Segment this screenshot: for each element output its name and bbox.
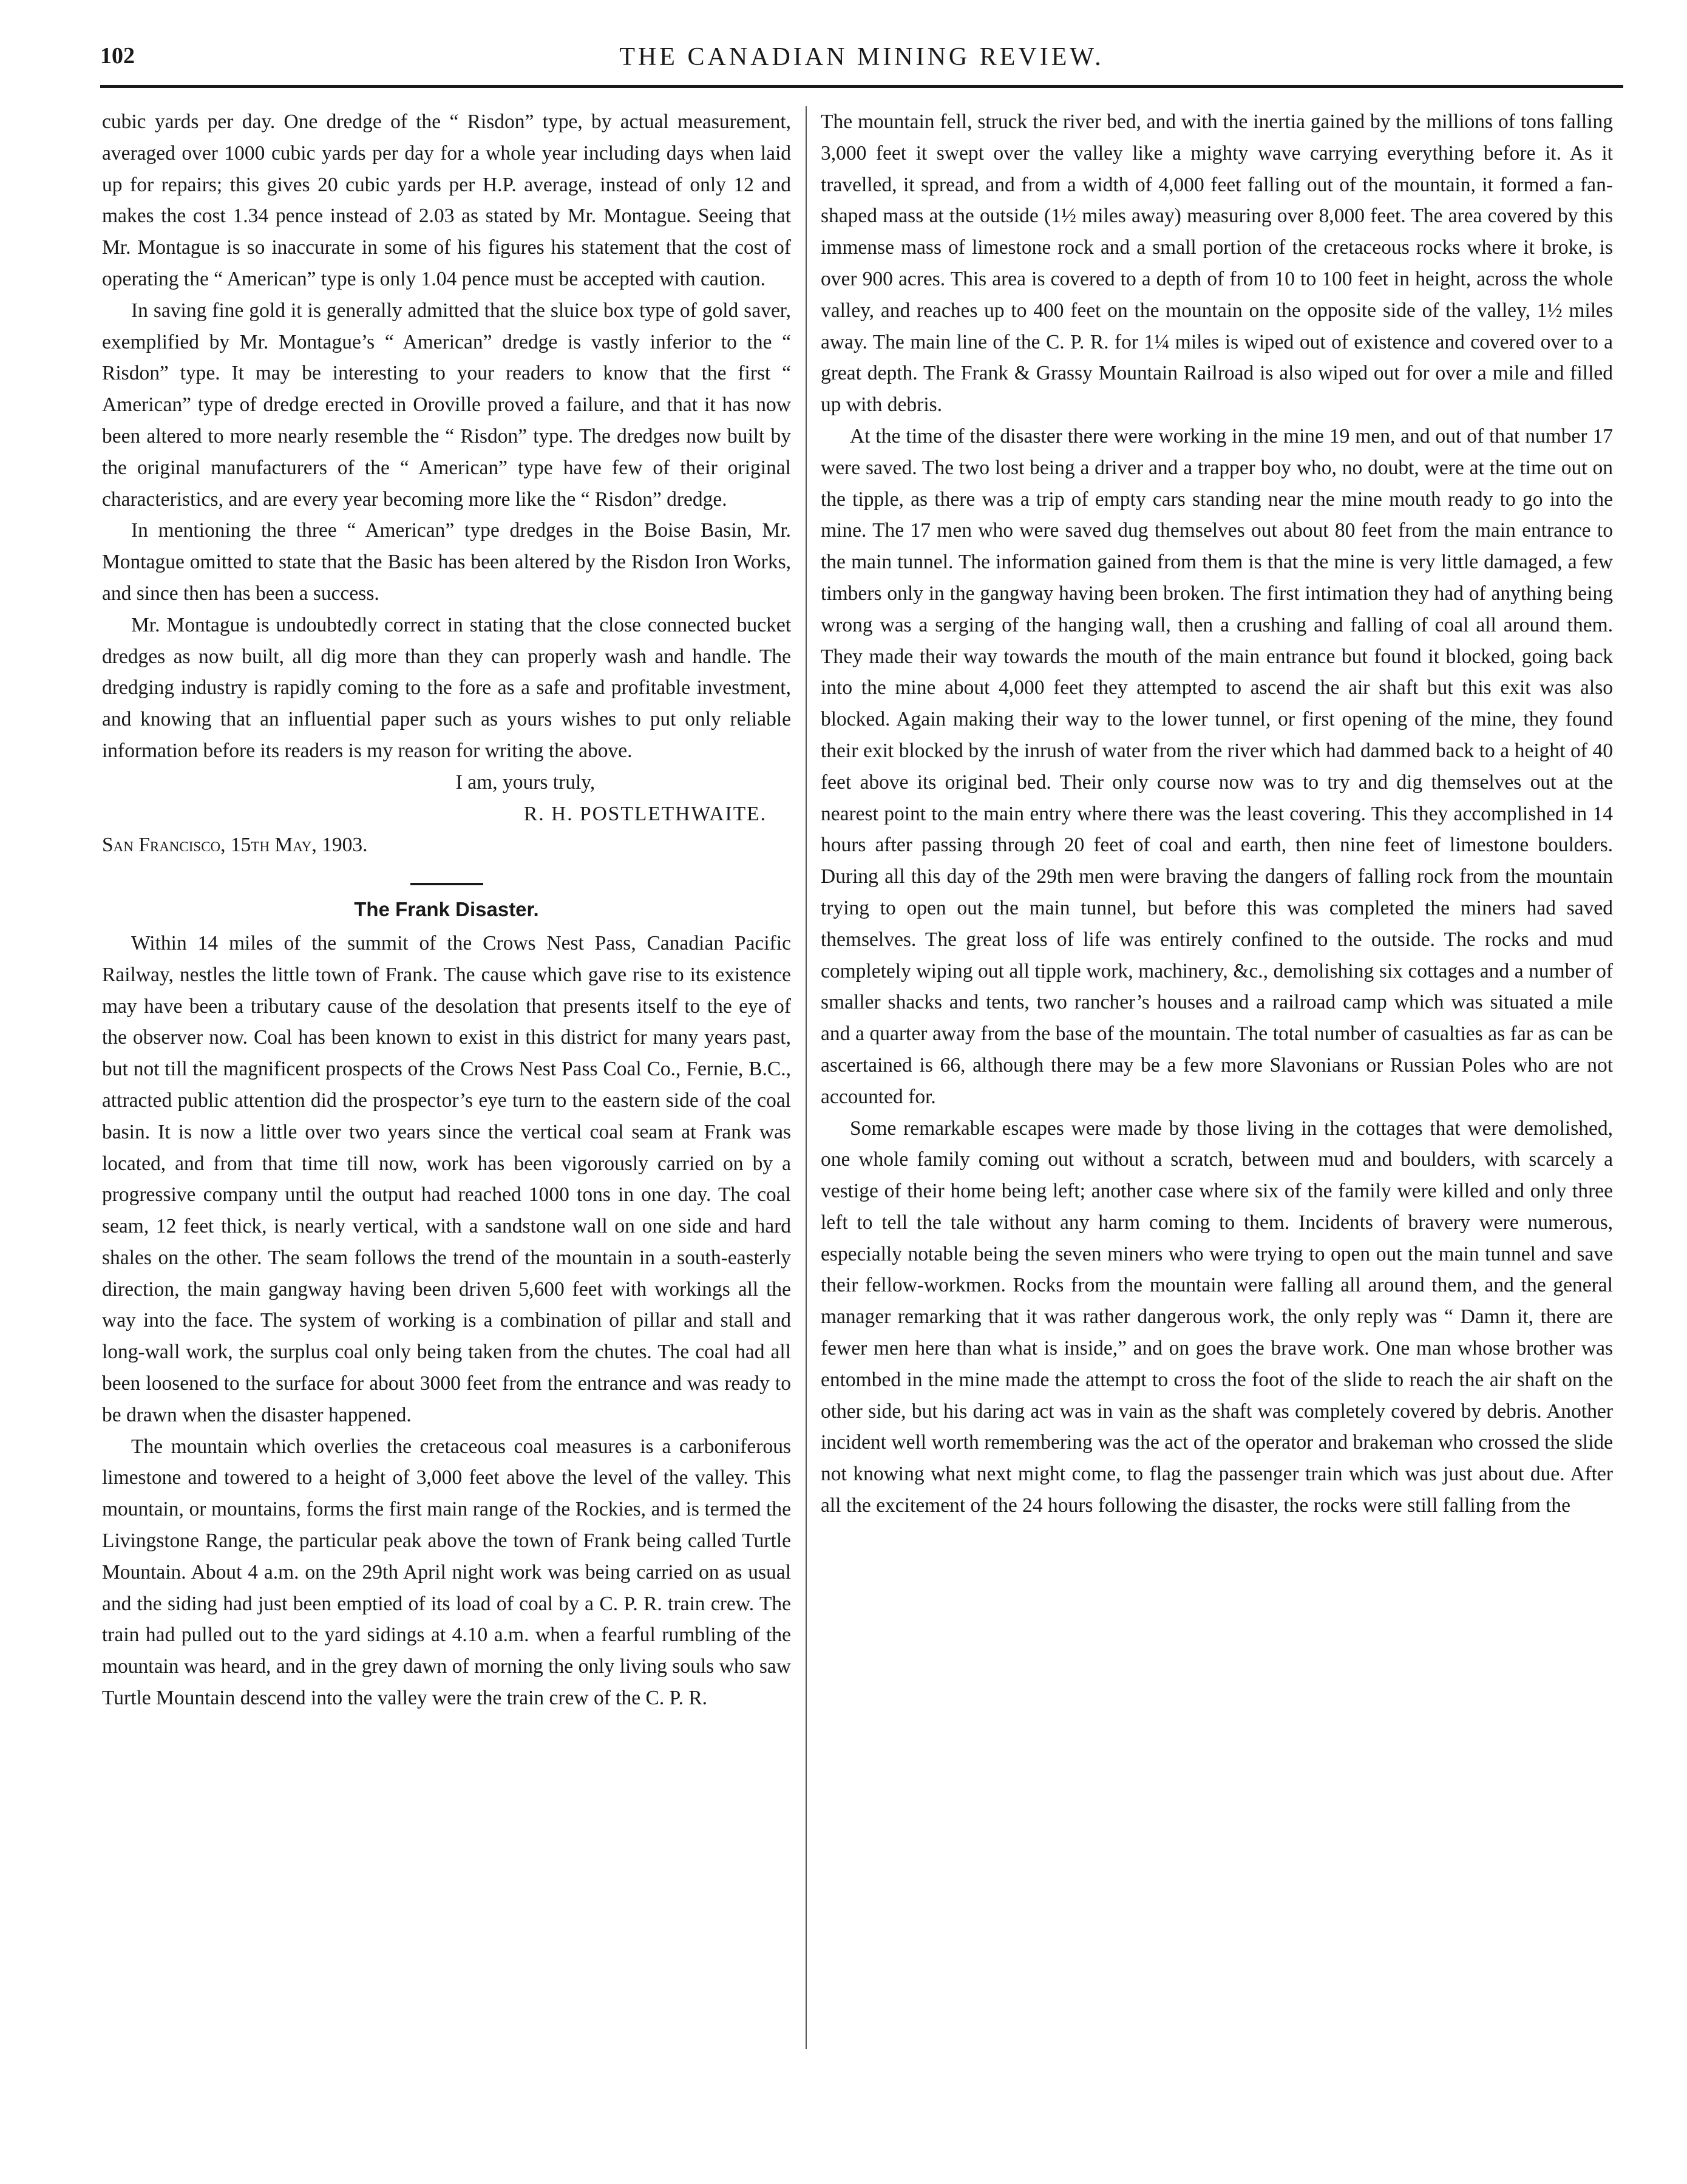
letter-paragraph: cubic yards per day. One dredge of the “ Risdon” type, by actual measurement, averaged over 1000 cubic yards per day for a whole year including days when laid up for repairs; this gives 20 cubic yards per H.P. average, instead of only 12 and makes the cost 1.34 pence instead of 2.03 as stated by Mr. Montague. Seeing that Mr. Montague is so inaccurate in some of his figures his statement that the cost of operating the “ American” type is only 1.04 pence must be accepted with caution. xyxy=(102,111,791,290)
letter-paragraph: Mr. Montague is undoubtedly correct in stating that the close connected bucket dredges as now built, all dig more than they can properly wash and handle. The dredging industry is rapidly coming to the fore as a safe and profitable investment, and knowing that an influential paper such as yours wishes to put only reliable information before its readers is my reason for writing the above. xyxy=(102,613,791,762)
header-rule xyxy=(100,85,1623,88)
letter-paragraph: In saving fine gold it is generally admitted that the sluice box type of gold saver, exemplified by Mr. Montague’s “ American” dredge is vastly inferior to the “ Risdon” type. It may be interesting to your readers to know that the first “ American” type of dredge erected in Oroville proved a failure, and that it has now been altered to more nearly resemble the “ Risdon” type. The dredges now built by the original manufacturers of the “ American” type have few of their original characteristics, and are every year becoming more like the “ Risdon” dredge. xyxy=(102,299,791,511)
article-paragraph: Some remarkable escapes were made by those living in the cottages that were demolished, one whole family coming out without a scratch, between mud and boulders, with scarcely a vestige of their home being left; another case where six of the family were killed and only three left to tell the tale without any harm coming to them. Incidents of bravery were numerous, especially notable being the seven miners who were trying to open out the main tunnel and save their fellow-workmen. Rocks from the mountain were falling all around them, and the general manager remarking that it was rather dangerous work, the only reply was “ Damn it, there are fewer men here than what is inside,” and on goes the brave work. One man whose brother was entombed in the mine made the attempt to cross the foot of the slide to reach the air shaft on the other side, but his daring act was in vain as the shaft was completely covered by debris. Another incident well worth remembering was the act of the operator and brakeman who crossed the slide not knowing what next might come, to flag the passenger train which was just about due. After all the excitement of the 24 hours following the disaster, the rocks were still falling from the xyxy=(821,1117,1613,1517)
right-column xyxy=(821,106,1613,1522)
article-paragraph: The mountain fell, struck the river bed, and with the inertia gained by the millions of tons falling 3,000 feet it swept over the valley like a mighty wave carrying everything before it. As it travelled, it spread, and from a width of 4,000 feet falling out of the mountain, it formed a fan-shaped mass at the outside (1½ miles away) measuring over 8,000 feet. The area covered by this immense mass of limestone rock and a small portion of the cretaceous rocks where it broke, is over 900 acres. This area is covered to a depth of from 10 to 100 feet in height, across the whole valley, and reaches up to 400 feet on the mountain on the opposite side of the valley, 1½ miles away. The main line of the C. P. R. for 1¼ miles is wiped out of existence and covered over to a great depth. The Frank & Grassy Mountain Railroad is also wiped out for over a mile and filled up with debris. xyxy=(821,111,1613,417)
page-header xyxy=(100,43,1623,79)
journal-title: THE CANADIAN MINING REVIEW. xyxy=(619,43,1104,71)
article-paragraph: Within 14 miles of the summit of the Crows Nest Pass, Canadian Pacific Railway, nestles the little town of Frank. The cause which gave rise to its existence may have been a tributary cause of the desolation that presents itself to the eye of the observer now. Coal has been known to exist in this district for many years past, but not till the magnificent prospects of the Crows Nest Pass Coal Co., Fernie, B.C., attracted public attention did the prospector’s eye turn to the eastern side of the coal basin. It is now a little over two years since the vertical coal seam at Frank was located, and from that time till now, work has been vigorously carried on by a progressive company until the output had reached 1000 tons in one day. The coal seam, 12 feet thick, is nearly vertical, with a sandstone wall on one side and hard shales on the other. The seam follows the trend of the mountain in a south-easterly direction, the main gangway having been driven 5,600 feet with workings all the way into the face. The system of working is a combination of pillar and stall and long-wall work, the surplus coal only being taken from the chutes. The coal had all been loosened to the surface for about 3000 feet from the entrance and was ready to be drawn when the disaster happened. xyxy=(102,931,791,1426)
letter-signature: R. H. POSTLETHWAITE. xyxy=(523,802,767,825)
letter-closing: I am, yours truly, xyxy=(455,771,596,794)
article-title: The Frank Disaster. xyxy=(354,898,539,921)
article-paragraph: The mountain which overlies the cretaceous coal measures is a carboniferous limestone and towered to a height of 3,000 feet above the level of the valley. This mountain, or mountains, forms the first main range of the Rockies, and is termed the Livingstone Range, the particular peak above the town of Frank being called Turtle Mountain. About 4 a.m. on the 29th April night work was being carried on as usual and the siding had just been emptied of its load of coal by a C. P. R. train crew. The train had pulled out to the yard sidings at 4.10 a.m. when a fearful rumbling of the mountain was heard, and in the grey dawn of morning the only living souls who saw Turtle Mountain descend into the valley were the train crew of the C. P. R. xyxy=(102,1435,791,1710)
page-number: 102 xyxy=(100,43,135,69)
left-column xyxy=(102,106,791,1714)
column-divider xyxy=(806,106,807,2049)
letter-paragraph: In mentioning the three “ American” type dredges in the Boise Basin, Mr. Montague omitted to state that the Basic has been altered by the Risdon Iron Works, and since then has been a success. xyxy=(102,519,791,605)
section-divider xyxy=(410,883,483,885)
letter-dateline: San Francisco, 15th May, 1903. xyxy=(102,834,368,857)
article-paragraph: At the time of the disaster there were working in the mine 19 men, and out of that number 17 were saved. The two lost being a driver and a trapper boy who, no doubt, were at the time out on the tipple, as there was a trip of empty cars standing near the mine mouth ready to go into the mine. The 17 men who were saved dug themselves out about 80 feet from the main entrance to the main tunnel. The information gained from them is that the mine is very little damaged, a few timbers only in the gangway having been broken. The first intimation they had of anything being wrong was a serging of the hanging wall, then a crushing and falling of coal all around them. They made their way towards the mouth of the main entrance but found it blocked, going back into the mine about 4,000 feet they attempted to ascend the air shaft but this exit was also blocked. Again making their way to the lower tunnel, or first opening of the mine, they found their exit blocked by the inrush of water from the river which had dammed back to a height of 40 feet above its original bed. Their only course now was to try and dig themselves out at the nearest point to the main entry where there was the least covering. This they accomplished in 14 hours after passing through 20 feet of coal and earth, then nine feet of limestone boulders. During all this day of the 29th men were braving the dangers of falling rock from the mountain trying to open out the main tunnel, but before this was completed the miners had saved themselves. The great loss of life was entirely confined to the outside. The rocks and mud completely wiping out all tipple work, machinery, &c., demolishing six cottages and a number of smaller shacks and tents, two rancher’s houses and a railroad camp which was situated a mile and a quarter away from the base of the mountain. The total number of casualties as far as can be ascertained is 66, although there may be a few more Slavonians or Russian Poles who are not accounted for. xyxy=(821,424,1613,1108)
